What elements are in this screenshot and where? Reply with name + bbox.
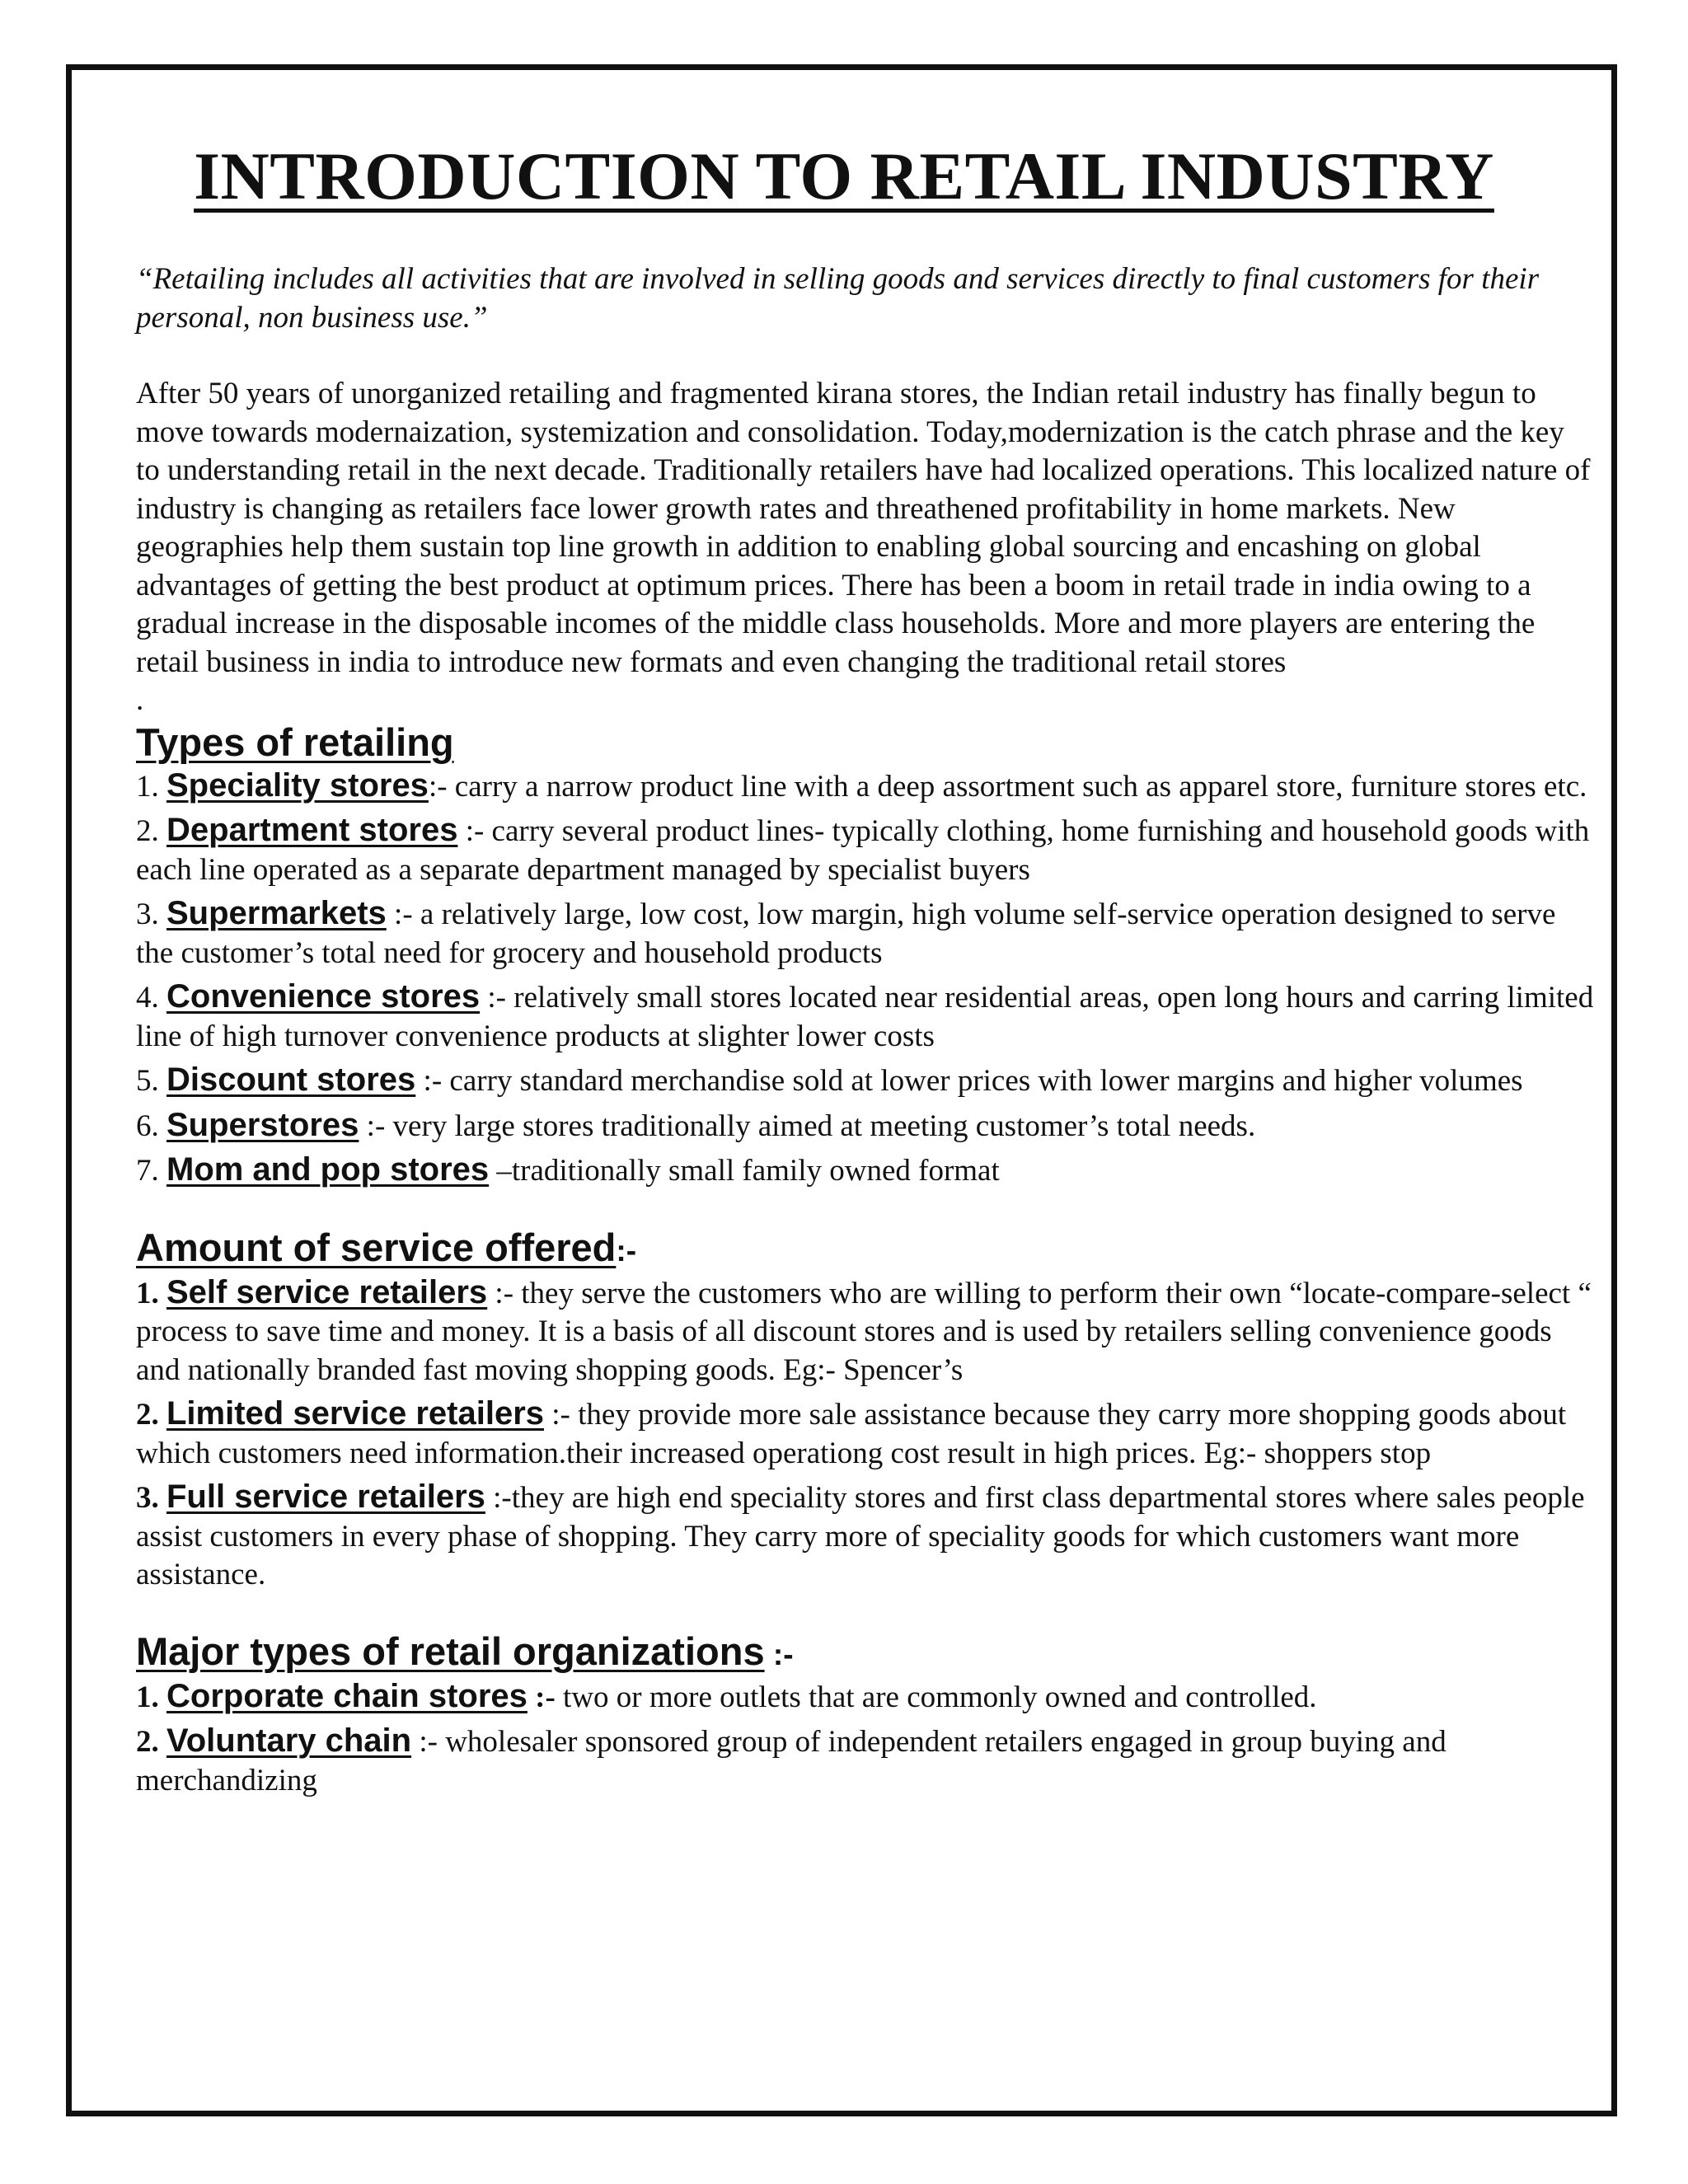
list-item: 1. Speciality stores:- carry a narrow product line with a deep assortment such as apparel store, furniture stores etc. — [136, 766, 1587, 804]
term-supermarkets: Supermarkets — [166, 895, 387, 931]
list-item: 2. Department stores :- carry several product lines- typically clothing, home furnishing and household goods with each line operated as a separate department managed by specialist buyers — [136, 812, 1590, 887]
term-corporate-chain-stores: Corporate chain stores — [166, 1677, 528, 1714]
list-item: 1. Corporate chain stores :- two or more outlets that are commonly owned and controlled. — [136, 1677, 1317, 1714]
document-body — [136, 260, 1595, 1800]
service-list — [136, 1273, 1595, 1595]
term-mom-and-pop-stores: Mom and pop stores — [166, 1151, 490, 1188]
term-convenience-stores: Convenience stores — [166, 978, 481, 1015]
types-heading: Types of retailing — [136, 719, 454, 764]
term-department-stores: Department stores — [166, 812, 458, 848]
organizations-heading: Major types of retail organizations :- — [136, 1629, 794, 1673]
term-voluntary-chain: Voluntary chain — [166, 1722, 412, 1759]
intro-end-dot: . — [136, 683, 144, 717]
types-list — [136, 766, 1595, 1191]
list-item: 2. Voluntary chain :- wholesaler sponsored group of independent retailers engaged in group buying and merchandizing — [136, 1722, 1447, 1797]
term-self-service-retailers: Self service retailers — [166, 1273, 488, 1310]
service-heading: Amount of service offered:- — [136, 1225, 637, 1269]
list-item: 3. Supermarkets :- a relatively large, low cost, low margin, high volume self-service operation designed to serve the customer’s total need for grocery and household products — [136, 895, 1556, 970]
intro-paragraph: After 50 years of unorganized retailing and fragmented kirana stores, the Indian retail industry has finally begun to move towards modernaization, systemization and consolidation. Today,modernization is the catch phrase and the key to understanding retail in the next decade. Traditionally retailers have had localized operations. This localized nature of industry is changing as retailers face lower growth rates and threathened profitability in home markets. New geographies help them sustain top line growth in addition to enabling global sourcing and encashing on global advantages of getting the best product at optimum prices. There has been a boom in retail trade in india owing to a gradual increase in the disposable incomes of the middle class households. More and more players are entering the retail business in india to introduce new formats and even changing the traditional retail stores — [136, 377, 1591, 679]
term-superstores: Superstores — [166, 1106, 359, 1143]
list-item: 5. Discount stores :- carry standard merchandise sold at lower prices with lower margins and higher volumes — [136, 1062, 1523, 1098]
list-item: 4. Convenience stores :- relatively small stores located near residential areas, open long hours and carring limited line of high turnover convenience products at slighter lower costs — [136, 978, 1594, 1053]
list-item: 2. Limited service retailers :- they provide more sale assistance because they carry more shopping goods about which customers need information.their increased operationg cost result in high prices. Eg:- shoppers stop — [136, 1395, 1567, 1470]
term-full-service-retailers: Full service retailers — [166, 1479, 485, 1515]
term-speciality-stores: Speciality stores — [166, 766, 429, 804]
list-item: 6. Superstores :- very large stores traditionally aimed at meeting customer’s total needs. — [136, 1106, 1256, 1143]
list-item: 7. Mom and pop stores –traditionally small family owned format — [136, 1151, 1000, 1188]
page-title: INTRODUCTION TO RETAIL INDUSTRY — [194, 138, 1494, 213]
definition-quote: “Retailing includes all activities that are involved in selling goods and services directly to final customers for their personal, non business use.” — [136, 262, 1540, 335]
organizations-list — [136, 1677, 1595, 1801]
term-limited-service-retailers: Limited service retailers — [166, 1395, 545, 1432]
list-item: 1. Self service retailers :- they serve the customers who are willing to perform their own “locate-compare-select “ process to save time and money. It is a basis of all discount stores and is used by retailers selling convenience goods and nationally branded fast moving shopping goods. Eg:- Spencer’s — [136, 1273, 1592, 1387]
list-item: 3. Full service retailers :-they are high end speciality stores and first class departmental stores where sales people assist customers in every phase of shopping. They carry more of speciality goods for which customers want more assistance. — [136, 1479, 1585, 1591]
term-discount-stores: Discount stores — [166, 1062, 416, 1098]
